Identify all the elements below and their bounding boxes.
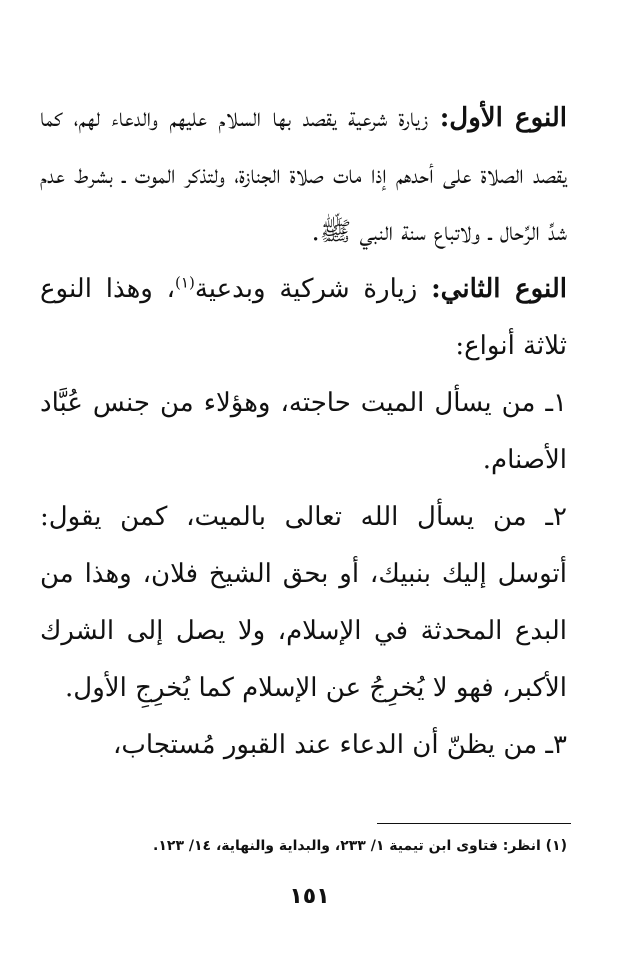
main-text — [40, 90, 567, 774]
list-item-three: ٣ـ من يظنّ أن الدعاء عند القبور مُستجاب، — [113, 730, 567, 760]
footnote — [40, 834, 567, 858]
paragraph-type-one-text: زيارة شرعية يقصد بها السلام عليهم والدعاء لهم، كما يقصد الصلاة على أحدهم إذا مات صلاة الجنازة، ولتذكر الموت ـ بشرط عدم شدِّ الرِّحال ـ ولاتباع سنة النبي ﷺ. — [40, 103, 567, 247]
heading-type-one: النوع الأول: — [439, 103, 567, 133]
paragraph-type-two — [40, 261, 567, 375]
footnote-text: انظر: فتاوى ابن تيمية ١/ ٢٣٣، والبداية والنهاية، ١٤/ ١٢٣. — [153, 838, 546, 854]
footnote-marker: (١) — [545, 838, 567, 854]
paragraph-type-one — [40, 90, 567, 261]
heading-type-two: النوع الثاني: — [431, 274, 567, 304]
list-item-one: ١ـ من يسأل الميت حاجته، وهؤلاء من جنس عُبَّاد الأصنام. — [40, 388, 567, 475]
paragraph-type-two-text: زيارة شركية وبدعية — [194, 274, 432, 304]
footnote-reference[interactable]: (١) — [175, 273, 195, 292]
footnote-separator — [377, 823, 571, 824]
paragraph-type-two-text-end: ، وهذا النوع ثلاثة أنواع: — [40, 274, 567, 361]
list-item-two: ٢ـ من يسأل الله تعالى بالميت، كمن يقول: أتوسل إليك بنبيك، أو بحق الشيخ فلان، وهذا من البدع المحدثة في الإسلام، ولا يصل إلى الشرك الأكبر، فهو لا يُخرِجُ عن الإسلام كما يُخرِجِ الأول. — [40, 502, 567, 703]
page-number: ١٥١ — [289, 884, 330, 909]
